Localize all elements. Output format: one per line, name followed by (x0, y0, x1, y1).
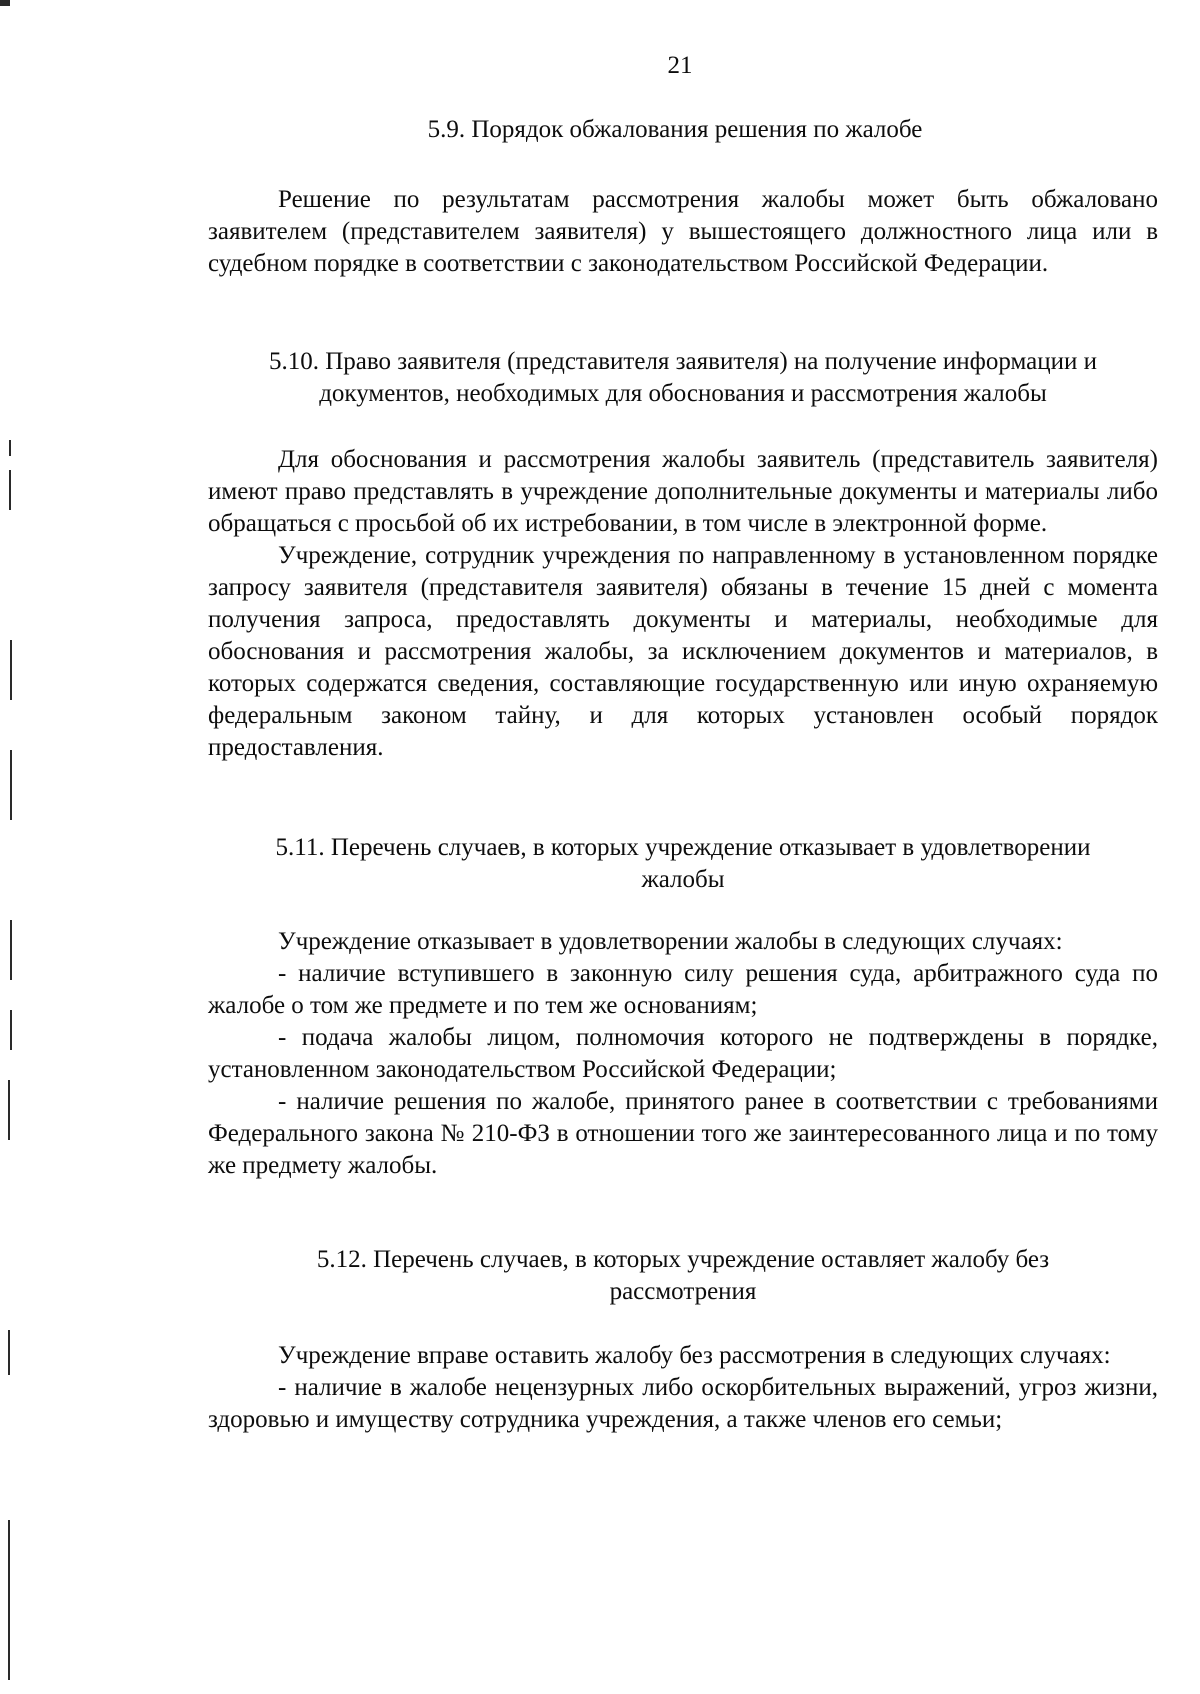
section-heading (208, 832, 1158, 896)
scan-mark (0, 0, 10, 6)
paragraph: Решение по результатам рассмотрения жалобы может быть обжаловано заявителем (представителем заявителя) у вышестоящего должностного лица или в судебном порядке в соответствии с законодательством Российской Федерации. (208, 186, 1158, 277)
section-body (208, 444, 1158, 764)
list-item: - наличие в жалобе нецензурных либо оскорбительных выражений, угроз жизни, здоровью и имуществу сотрудника учреждения, а также членов его семьи; (208, 1374, 1158, 1433)
scan-mark (8, 1330, 10, 1375)
scan-mark (10, 640, 12, 700)
heading-line: 5.9. Порядок обжалования решения по жалобе (427, 116, 923, 143)
paragraph: Учреждение, сотрудник учреждения по направленному в установленном порядке запросу заявителя (представителя заявителя) обязаны в течение 15 дней с момента получения запроса, предоставлять документы и материалы, необходимые для обоснования и рассмотрения жалобы, за исключением документов и материалов, в которых содержатся сведения, составляющие государственную или иную охраняемую федеральным законом тайну, и для которых установлен особый порядок предоставления. (208, 542, 1158, 761)
paragraph: Учреждение вправе оставить жалобу без рассмотрения в следующих случаях: (278, 1342, 1111, 1369)
scan-mark (10, 750, 12, 820)
scan-mark (10, 1010, 12, 1050)
scan-mark (9, 440, 11, 456)
scan-mark (9, 470, 11, 510)
heading-line: 5.11. Перечень случаев, в которых учреждение отказывает в удовлетворении (275, 834, 1091, 861)
list-item: - наличие решения по жалобе, принятого ранее в соответствии с требованиями Федерального закона № 210-ФЗ в отношении того же заинтересованного лица и по тому же предмету жалобы. (208, 1088, 1158, 1179)
section-heading (208, 1244, 1158, 1308)
section-body (208, 1340, 1158, 1436)
list-item: - наличие вступившего в законную силу решения суда, арбитражного суда по жалобе о том же предмете и по тем же основаниям; (208, 960, 1158, 1019)
heading-line: документов, необходимых для обоснования и рассмотрения жалобы (319, 380, 1047, 407)
scan-mark (10, 920, 12, 980)
scan-mark (8, 1520, 10, 1680)
section-heading (200, 114, 1150, 146)
list-item: - подача жалобы лицом, полномочия которого не подтверждены в порядке, установленном законодательством Российской Федерации; (208, 1024, 1158, 1083)
page-number: 21 (667, 52, 693, 79)
heading-line: жалобы (641, 866, 725, 893)
section-heading (208, 346, 1158, 410)
section-body (208, 184, 1158, 280)
paragraph: Для обоснования и рассмотрения жалобы заявитель (представитель заявителя) имеют право представлять в учреждение дополнительные документы и материалы либо обращаться с просьбой об их истребовании, в том числе в электронной форме. (208, 446, 1158, 537)
paragraph: Учреждение отказывает в удовлетворении жалобы в следующих случаях: (278, 928, 1063, 955)
heading-line: 5.10. Право заявителя (представителя заявителя) на получение информации и (268, 348, 1098, 375)
heading-line: 5.12. Перечень случаев, в которых учреждение оставляет жалобу без (316, 1246, 1050, 1273)
scan-mark (8, 1080, 10, 1140)
heading-line: рассмотрения (609, 1278, 757, 1305)
section-body (208, 926, 1158, 1182)
